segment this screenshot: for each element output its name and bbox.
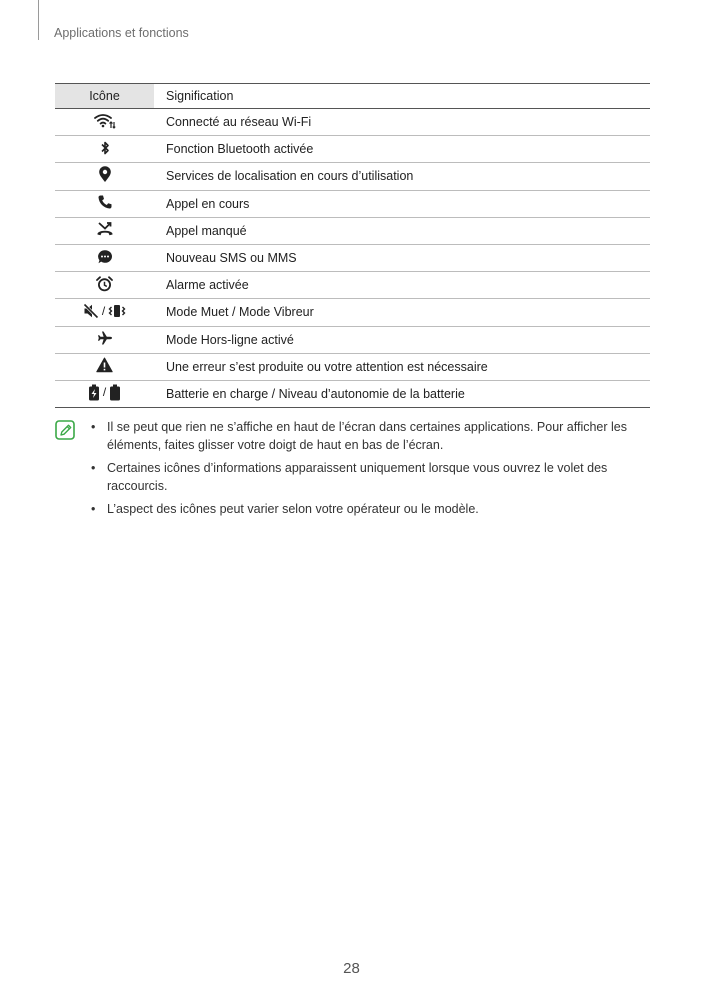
row-meaning: Appel en cours bbox=[154, 190, 650, 217]
row-meaning: Mode Muet / Mode Vibreur bbox=[154, 299, 650, 326]
row-meaning: Batterie en charge / Niveau d’autonomie de la batterie bbox=[154, 380, 650, 407]
row-meaning: Une erreur s’est produite ou votre attention est nécessaire bbox=[154, 353, 650, 380]
phone-call-icon bbox=[97, 194, 113, 210]
page-number: 28 bbox=[343, 960, 360, 977]
alarm-clock-icon bbox=[96, 276, 113, 292]
icon-separator: / bbox=[102, 385, 107, 400]
column-header-meaning: Signification bbox=[154, 84, 650, 109]
table-row bbox=[55, 272, 650, 299]
table-row bbox=[55, 380, 650, 407]
table-row bbox=[55, 109, 650, 136]
wifi-icon bbox=[94, 113, 116, 129]
note-item: • Certaines icônes d’informations apparaissent uniquement lorsque vous ouvrez le volet des raccourcis. bbox=[91, 459, 650, 495]
status-icons-table bbox=[55, 83, 650, 408]
icon-separator: / bbox=[101, 303, 106, 318]
section-header: Applications et fonctions bbox=[54, 26, 189, 40]
row-meaning: Nouveau SMS ou MMS bbox=[154, 244, 650, 271]
column-header-icon: Icône bbox=[55, 84, 154, 109]
table-row bbox=[55, 326, 650, 353]
vibrate-icon bbox=[108, 303, 126, 319]
table-row bbox=[55, 244, 650, 271]
battery-level-icon bbox=[109, 384, 121, 401]
page-margin-line bbox=[38, 0, 39, 40]
table-row bbox=[55, 136, 650, 163]
bluetooth-icon bbox=[100, 140, 110, 156]
warning-triangle-icon bbox=[96, 357, 113, 373]
table-row bbox=[55, 353, 650, 380]
location-pin-icon bbox=[98, 166, 112, 183]
row-meaning: Connecté au réseau Wi-Fi bbox=[154, 109, 650, 136]
mute-icon bbox=[83, 303, 99, 319]
note-list bbox=[55, 418, 650, 518]
table-row bbox=[55, 190, 650, 217]
table-row bbox=[55, 163, 650, 190]
note-item: • Il se peut que rien ne s’affiche en haut de l’écran dans certaines applications. Pour afficher les éléments, faites glisser votre doigt de haut en bas de l’écran. bbox=[91, 418, 650, 454]
airplane-icon bbox=[97, 330, 113, 346]
row-meaning: Services de localisation en cours d’utilisation bbox=[154, 163, 650, 190]
table-row bbox=[55, 299, 650, 326]
battery-charging-icon bbox=[88, 384, 100, 401]
row-meaning: Alarme activée bbox=[154, 272, 650, 299]
row-meaning: Fonction Bluetooth activée bbox=[154, 136, 650, 163]
note-item: • L’aspect des icônes peut varier selon votre opérateur ou le modèle. bbox=[91, 500, 650, 518]
table-row bbox=[55, 217, 650, 244]
row-meaning: Appel manqué bbox=[154, 217, 650, 244]
message-bubble-icon bbox=[97, 249, 113, 265]
note-block bbox=[55, 418, 650, 523]
missed-call-icon bbox=[96, 221, 114, 237]
table-header-row bbox=[55, 84, 650, 109]
row-meaning: Mode Hors-ligne activé bbox=[154, 326, 650, 353]
note-pencil-icon bbox=[55, 420, 75, 440]
